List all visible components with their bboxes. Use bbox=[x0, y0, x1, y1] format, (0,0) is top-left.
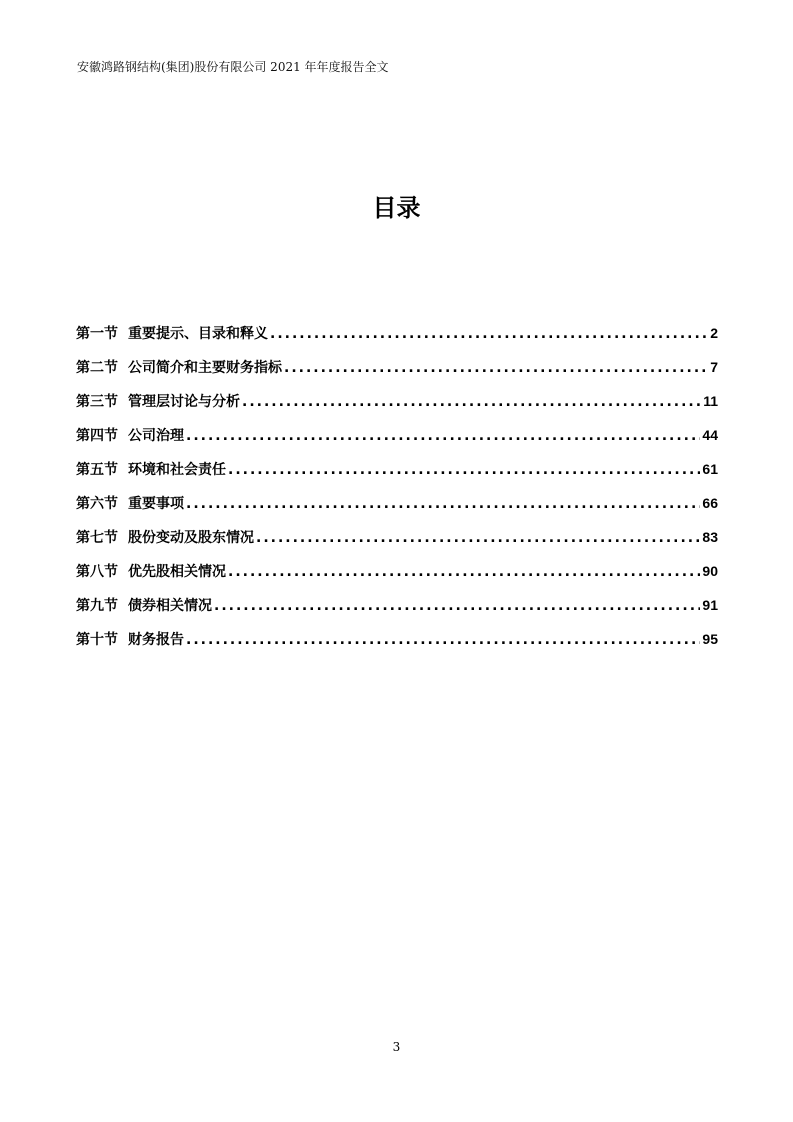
toc-page-number: 91 bbox=[702, 597, 718, 613]
toc-section-title: 重要事项 bbox=[128, 496, 184, 512]
toc-entry[interactable] bbox=[76, 391, 718, 425]
toc-leader-dots bbox=[186, 496, 700, 512]
toc-entry[interactable] bbox=[76, 357, 718, 391]
toc-section-number: 第五节 bbox=[76, 462, 118, 478]
toc-page-number: 44 bbox=[702, 427, 718, 443]
toc-section-title: 股份变动及股东情况 bbox=[128, 530, 254, 546]
toc-leader-dots bbox=[214, 598, 700, 614]
toc-page-number: 95 bbox=[702, 631, 718, 647]
toc-page-number: 66 bbox=[702, 495, 718, 511]
toc-leader-dots bbox=[228, 564, 700, 580]
toc-leader-dots bbox=[186, 428, 700, 444]
toc-page-number: 11 bbox=[703, 393, 718, 409]
toc-entry[interactable] bbox=[76, 595, 718, 629]
toc-leader-dots bbox=[228, 462, 700, 478]
toc-leader-dots bbox=[256, 530, 700, 546]
toc-section-number: 第三节 bbox=[76, 394, 118, 410]
toc-section-number: 第九节 bbox=[76, 598, 118, 614]
toc-leader-dots bbox=[270, 326, 708, 342]
toc-entry[interactable] bbox=[76, 527, 718, 561]
toc-section-title: 优先股相关情况 bbox=[128, 564, 226, 580]
toc-page-number: 90 bbox=[702, 563, 718, 579]
toc-section-title: 公司治理 bbox=[128, 428, 184, 444]
toc-entry[interactable] bbox=[76, 561, 718, 595]
toc-section-title: 环境和社会责任 bbox=[128, 462, 226, 478]
toc-section-title: 财务报告 bbox=[128, 632, 184, 648]
toc-section-number: 第二节 bbox=[76, 360, 118, 376]
toc-section-title: 债券相关情况 bbox=[128, 598, 212, 614]
toc-entry[interactable] bbox=[76, 493, 718, 527]
toc-section-title: 管理层讨论与分析 bbox=[128, 394, 240, 410]
toc-section-number: 第八节 bbox=[76, 564, 118, 580]
toc-entry[interactable] bbox=[76, 459, 718, 493]
toc-page-number: 61 bbox=[702, 461, 718, 477]
page-header: 安徽鸿路钢结构(集团)股份有限公司 2021 年年度报告全文 bbox=[77, 60, 389, 74]
toc-page-number: 83 bbox=[702, 529, 718, 545]
toc-section-number: 第四节 bbox=[76, 428, 118, 444]
toc-section-title: 重要提示、目录和释义 bbox=[128, 326, 268, 342]
toc-section-number: 第一节 bbox=[76, 326, 118, 342]
toc-section-number: 第六节 bbox=[76, 496, 118, 512]
toc-entry[interactable] bbox=[76, 629, 718, 663]
toc-page-number: 7 bbox=[710, 359, 718, 375]
toc-leader-dots bbox=[242, 394, 701, 410]
toc-section-number: 第十节 bbox=[76, 632, 118, 648]
toc-leader-dots bbox=[186, 632, 700, 648]
page-title: 目录 bbox=[372, 194, 421, 222]
page-number: 3 bbox=[392, 1040, 401, 1054]
toc-section-number: 第七节 bbox=[76, 530, 118, 546]
toc-entry[interactable] bbox=[76, 323, 718, 357]
toc-leader-dots bbox=[284, 360, 708, 376]
toc-page-number: 2 bbox=[710, 325, 718, 341]
toc-entry[interactable] bbox=[76, 425, 718, 459]
table-of-contents bbox=[76, 323, 718, 663]
toc-section-title: 公司简介和主要财务指标 bbox=[128, 360, 282, 376]
